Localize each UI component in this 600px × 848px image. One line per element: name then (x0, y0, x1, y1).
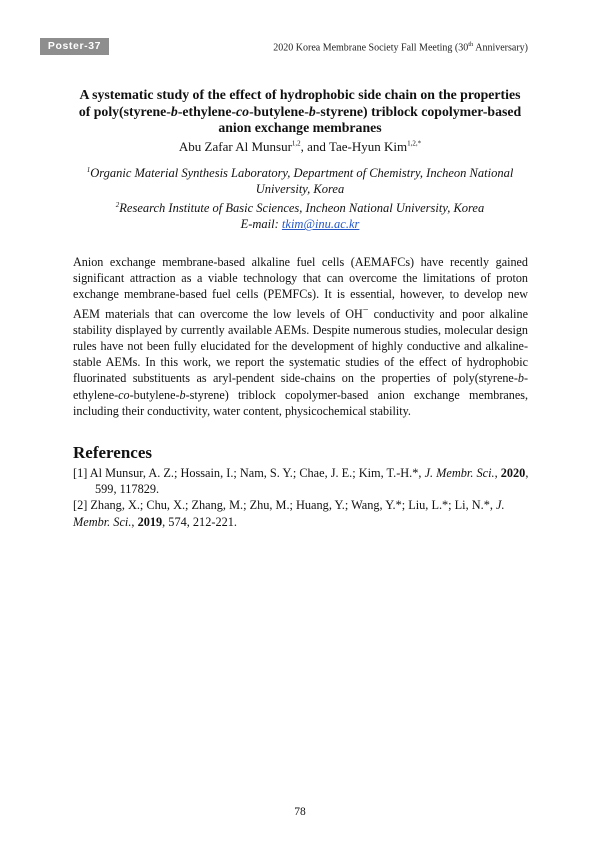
title-italic: b (170, 103, 178, 119)
reference-rest: , 574, 212-221. (162, 514, 237, 529)
abstract-text: -butylene- (129, 387, 180, 402)
reference-sep: , (131, 514, 138, 529)
title-line-3: anion exchange membranes (218, 120, 382, 135)
abstract-paragraph (73, 254, 528, 419)
reference-year: 2020 (500, 466, 526, 480)
affiliation-sup: 2 (115, 201, 120, 210)
reference-year: 2019 (137, 514, 163, 529)
email-link[interactable]: tkim@inu.ac.kr (281, 217, 360, 232)
abstract-text: conductivity and poor alkaline stability displayed by currently available AEMs. Despite numerous studies, molecular design rules have not been fully elucidated for the development of highly conductive and alkaline-stable AEMs. In this work, we report the systematic studies of the effect of hydrophobic fluorinated substituents as aryl-pendent side-chains on the properties of poly(styrene- (73, 306, 528, 386)
reference-journal: J. Membr. Sci. (73, 498, 505, 529)
conference-header (273, 41, 528, 53)
title-text: -ethylene- (177, 103, 237, 119)
author-1: Abu Zafar Al Munsur (178, 139, 292, 154)
title-line-2 (60, 104, 540, 121)
email-line (80, 216, 520, 232)
abstract-italic: co (118, 387, 130, 402)
title-line-1: A systematic study of the effect of hydrophobic side chain on the properties (79, 87, 521, 102)
author-2-affil-sup: 1,2,* (407, 139, 422, 148)
author-1-affil-sup: 1,2 (291, 139, 301, 148)
hydroxide-sup: − (362, 304, 369, 316)
abstract-text: -styrene) triblock copolymer-based anion exchange membranes, including their conductivity, water content, physicochemical stability. (73, 387, 528, 418)
reference-authors: [1] Al Munsur, A. Z.; Hossain, I.; Nam, S. Y.; Chae, J. E.; Kim, T.-H.*, (73, 466, 425, 480)
affiliation-1 (80, 162, 520, 197)
abstract-text: Anion exchange membrane-based alkaline fuel cells (AEMAFCs) have recently gained significant attraction as a viable technology that can overcome the limitations of proton exchange membrane-based fuel cells (PEMFCs). It is essential, however, to develop new AEM materials that can overcome the low levels of OH (73, 255, 528, 321)
affiliation-2 (80, 197, 520, 216)
references-list (73, 465, 533, 530)
affiliation-text: Organic Material Synthesis Laboratory, Department of Chemistry, Incheon National University, Korea (90, 166, 514, 197)
author-2: , and Tae-Hyun Kim (300, 139, 408, 154)
affiliation-text: Research Institute of Basic Sciences, Incheon National University, Korea (119, 201, 485, 216)
author-list (60, 139, 540, 155)
poster-badge: Poster-37 (40, 38, 109, 55)
affiliation-sup: 1 (86, 166, 91, 174)
email-label: E-mail: (240, 217, 282, 232)
abstract-italic: b (517, 371, 524, 386)
reference-journal: J. Membr. Sci. (424, 466, 495, 480)
reference-rest: , 599, 117829. (95, 466, 529, 497)
title-text: -butylene- (249, 103, 309, 119)
reference-authors: [2] Zhang, X.; Chu, X.; Zhang, M.; Zhu, M.; Huang, Y.; Wang, Y.*; Liu, L.*; Li, N.*, (73, 498, 496, 513)
conference-name: 2020 Korea Membrane Society Fall Meeting (30 (273, 42, 469, 54)
reference-sep: , (494, 466, 501, 480)
reference-item (73, 497, 533, 529)
page-number: 78 (294, 806, 306, 818)
reference-item (73, 465, 533, 497)
conference-anniversary: Anniversary) (473, 42, 528, 54)
conference-ordinal-sup: th (468, 41, 474, 48)
title-text: -styrene) triblock copolymer-based (315, 103, 522, 119)
title-italic: b (308, 103, 316, 119)
paper-title (60, 87, 540, 137)
references-heading: References (73, 443, 152, 462)
abstract-text: -ethylene- (73, 371, 528, 402)
affiliations (80, 162, 520, 232)
title-text: of poly(styrene- (78, 103, 171, 119)
abstract-italic: b (179, 387, 186, 402)
title-italic: co (236, 103, 250, 119)
